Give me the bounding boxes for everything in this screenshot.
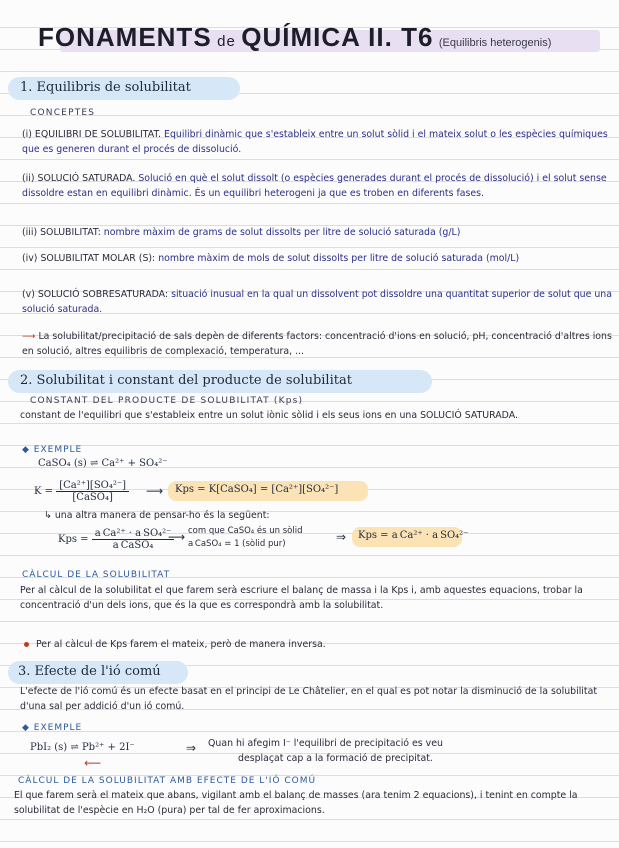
kps-title: CONSTANT DEL PRODUCTE DE SOLUBILITAT (Kps) <box>30 396 304 406</box>
k-fraction <box>56 480 129 503</box>
section3-heading: 3. Efecte de l'ió comú <box>18 664 161 679</box>
arrow-right-icon: ⇒ <box>186 741 197 755</box>
example-label-text: EXEMPLE <box>33 445 83 455</box>
solid-note <box>188 525 303 551</box>
concept-item-5 <box>22 288 612 317</box>
common-ion-note-line1: Quan hi afegim I⁻ l'equilibri de precipitació es veu <box>208 738 443 749</box>
concept-item-1 <box>22 128 612 157</box>
kps-equation-1: Kps = K[CaSO₄] = [Ca²⁺][SO₄²⁻] <box>175 484 339 495</box>
concept-label: (iii) SOLUBILITAT: <box>22 227 101 238</box>
concept-label: (v) SOLUCIÓ SOBRESATURADA: <box>22 289 169 300</box>
concept-text: situació inusual en la qual un dissolvent pot dissoldre una quantitat superior de solut que una solució saturada. <box>22 289 612 315</box>
factors-note <box>22 330 612 359</box>
arrow-left-icon: ⟵ <box>84 756 102 770</box>
kps-label: Kps = <box>58 534 89 545</box>
solid-note-line1: com que CaSO₄ és un sòlid <box>188 526 303 536</box>
diamond-icon: ◆ <box>22 445 30 455</box>
common-ion-note-line2: desplaçat cap a la formació de precipitat. <box>238 752 433 764</box>
section2-heading: 2. Solubilitat i constant del producte de solubilitat <box>20 373 352 388</box>
common-ion-note <box>208 737 443 766</box>
activity-denominator: a CaSO₄ <box>112 540 154 551</box>
example-label-1 <box>22 445 82 455</box>
factors-note-text: La solubilitat/precipitació de sals depèn de diferents factors: concentració d'ions en solució, pH, concentració d'altres ions en solució, altres equilibris de complexació, temperatura, ... <box>22 331 612 357</box>
section1-heading: 1. Equilibris de solubilitat <box>20 80 191 95</box>
calc-note <box>24 638 604 653</box>
title-part-t6: . T6 <box>384 22 434 52</box>
concept-label: (ii) SOLUCIÓ SATURADA. <box>22 173 136 184</box>
kps-equation-2: Kps = a Ca²⁺ · a SO₄²⁻ <box>358 530 469 541</box>
concept-item-2 <box>22 172 612 201</box>
concept-text: Equilibri dinàmic que s'estableix entre un solut sòlid i el mateix solut o les espècies químiques que es generen durant el procés de dissolució. <box>22 129 608 155</box>
page-subtitle: (Equilibris heterogenis) <box>438 37 552 49</box>
alt-method-line: ↳ una altra manera de pensar-ho és la següent: <box>44 510 270 521</box>
kps-definition: constant de l'equilibri que s'estableix entre un solut iònic sòlid i els seus ions en una SOLUCIÓ SATURADA. <box>20 410 518 421</box>
concept-item-4 <box>22 252 612 267</box>
title-part-quimica: QUÍMICA II <box>241 22 385 52</box>
k-label: K = <box>34 486 54 497</box>
pbi2-reaction: PbI₂ (s) ⇌ Pb²⁺ + 2I⁻ <box>30 742 135 753</box>
bullet-icon <box>24 642 29 647</box>
example-label-2 <box>22 723 82 733</box>
activity-fraction <box>92 528 175 551</box>
common-ion-text: L'efecte de l'ió comú és un efecte basat en el principi de Le Châtelier, en el qual es pot notar la disminució de la solubilitat d'una sal per addició d'un ió comú. <box>20 686 598 712</box>
calc-title: CÀLCUL DE LA SOLUBILITAT <box>22 570 171 580</box>
k-expression <box>34 480 129 503</box>
concepts-label: CONCEPTES <box>30 108 96 118</box>
concept-text: Solució en què el solut dissolt (o espècies generades durant el procés de dissolució) i el solut sense dissoldre estan en equilibri dinàmic. És un equilibri heterogeni ja que es troben en diferents fases. <box>22 173 607 199</box>
concept-text: nombre màxim de mols de solut dissolts per litre de solució saturada (mol/L) <box>158 253 520 264</box>
calc-text: Per al càlcul de la solubilitat el que farem serà escriure el balanç de massa i la Kps i, amb aquestes equacions, trobar la concentració d'un dels ions, que és la que es correspondrà amb la solubilitat. <box>20 585 583 611</box>
arrow-right-icon: ⟶ <box>22 331 36 342</box>
activity-numerator: a Ca²⁺ · a SO₄²⁻ <box>92 528 175 540</box>
common-ion-calc-title: CÀLCUL DE LA SOLUBILITAT AMB EFECTE DE L'IÓ COMÚ <box>18 776 317 786</box>
solid-note-line2: a CaSO₄ = 1 (sòlid pur) <box>188 539 286 549</box>
title-part-fonaments: FONAMENTS <box>38 22 212 52</box>
kps-activity-expression <box>58 528 174 551</box>
concept-label: (i) EQUILIBRI DE SOLUBILITAT. <box>22 129 162 140</box>
k-numerator: [Ca²⁺][SO₄²⁻] <box>56 480 129 492</box>
caso4-reaction: CaSO₄ (s) ⇌ Ca²⁺ + SO₄²⁻ <box>38 458 168 469</box>
common-ion-calc-text: El que farem serà el mateix que abans, vigilant amb el balanç de masses (ara tenim 2 equacions), i tenint en compte la solubilitat de l'espècie en H₂O (pura) per tal de fer aproximacions. <box>14 790 578 816</box>
arrow-right-icon: ⟶ <box>168 530 186 544</box>
arrow-right-icon: ⟶ <box>146 484 164 498</box>
concept-label: (iv) SOLUBILITAT MOLAR (S): <box>22 253 156 264</box>
concept-item-3 <box>22 226 612 241</box>
example-label-text: EXEMPLE <box>33 723 83 733</box>
arrow-right-icon: ⇒ <box>336 530 347 544</box>
diamond-icon: ◆ <box>22 723 30 733</box>
concept-text: nombre màxim de grams de solut dissolts per litre de solució saturada (g/L) <box>103 227 461 238</box>
calc-note-text: Per al càlcul de Kps farem el mateix, però de manera inversa. <box>35 639 326 650</box>
page-title <box>38 22 551 53</box>
k-denominator: [CaSO₄] <box>72 492 113 503</box>
title-part-de: de <box>217 33 236 50</box>
